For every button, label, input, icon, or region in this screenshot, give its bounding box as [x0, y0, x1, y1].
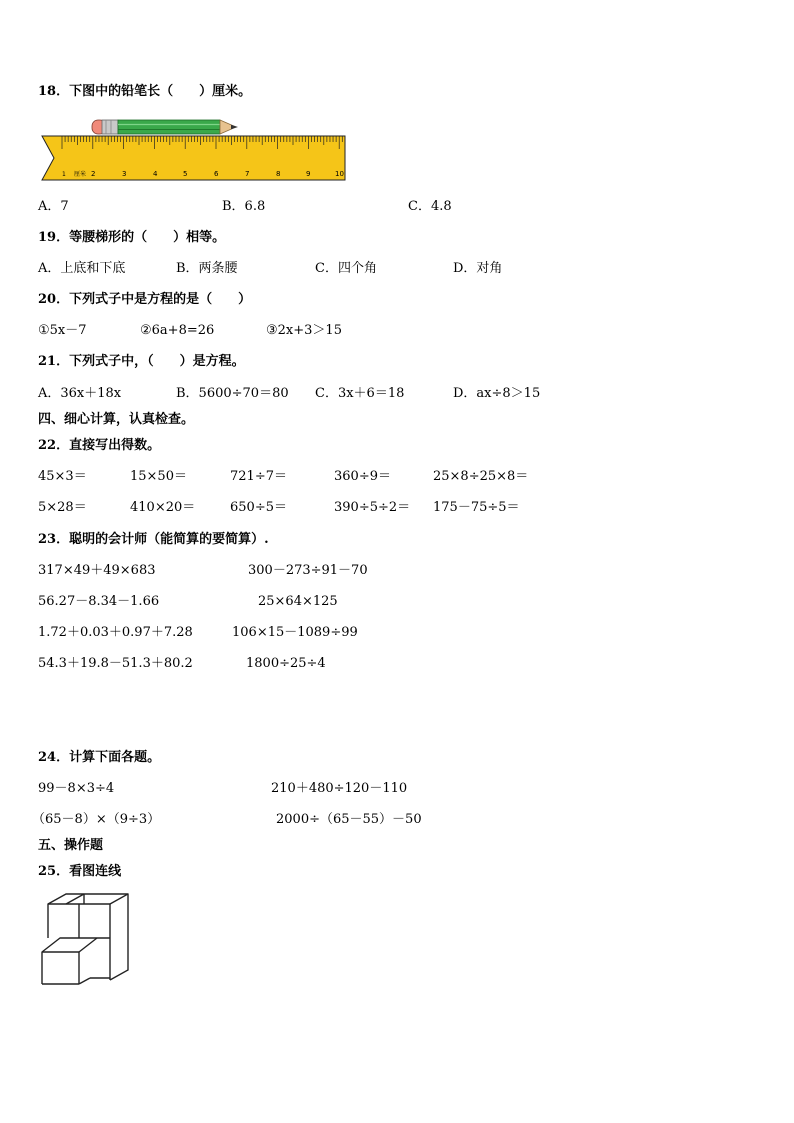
q21-stem: 21．下列式子中，（ ）是方程。 [38, 354, 245, 369]
q22-item: 15×50＝ [130, 469, 187, 484]
q23-item: 25×64×125 [258, 594, 338, 609]
ruler-unit-label: 厘米 [74, 171, 87, 178]
q22-item: 650÷5＝ [230, 500, 287, 515]
q23-item: 56.27－8.34－1.66 [38, 594, 160, 609]
q24-item: （65－8）×（9÷3） [32, 812, 161, 827]
q22-item: 175－75÷5＝ [433, 500, 520, 515]
q22-item: 721÷7＝ [230, 469, 287, 484]
q20-stem: 20．下列式子中是方程的是（ ） [38, 292, 252, 307]
q24-item: 210＋480÷120－110 [271, 781, 408, 796]
cube-stack-figure [38, 890, 133, 990]
q22-item: 5×28＝ [38, 500, 87, 515]
q24-stem: 24．计算下面各题。 [38, 750, 161, 765]
ruler-number: 7 [245, 170, 250, 178]
q21-option-b[interactable]: B．5600÷70＝80 [176, 386, 289, 401]
q18-option-b[interactable]: B．6.8 [222, 199, 266, 214]
q22-item: 360÷9＝ [334, 469, 391, 484]
ruler-body [42, 136, 345, 180]
q22-item: 25×8÷25×8＝ [433, 469, 529, 484]
q25-stem: 25．看图连线 [38, 864, 122, 879]
q23-item: 54.3＋19.8－51.3＋80.2 [38, 656, 193, 671]
ruler-number: 2 [91, 170, 96, 178]
ruler-with-pencil-figure [40, 112, 350, 184]
ruler-number: 9 [306, 170, 311, 178]
ruler-number: 5 [183, 170, 188, 178]
pencil-icon [92, 120, 238, 134]
ruler-number: 3 [122, 170, 127, 178]
q19-option-a[interactable]: A．上底和下底 [38, 261, 126, 276]
ruler-number: 10 [335, 170, 344, 178]
section-4-heading: 四、细心计算，认真检查。 [38, 412, 195, 427]
q23-stem: 23．聪明的会计师（能简算的要简算）. [38, 532, 269, 547]
q23-item: 1.72＋0.03＋0.97＋7.28 [38, 625, 193, 640]
q19-option-b[interactable]: B．两条腰 [176, 261, 238, 276]
q20-option-3[interactable]: ③2x+3＞15 [266, 323, 342, 338]
q21-option-d[interactable]: D．ax÷8＞15 [453, 386, 541, 401]
q23-item: 1800÷25÷4 [246, 656, 326, 671]
ruler-number: 8 [276, 170, 281, 178]
q24-item: 2000÷（65－55）－50 [276, 812, 422, 827]
q22-stem: 22．直接写出得数。 [38, 438, 161, 453]
ruler-number: 4 [153, 170, 158, 178]
q23-item: 300－273÷91－70 [248, 563, 368, 578]
cubes-icon [38, 890, 133, 990]
q19-option-c[interactable]: C．四个角 [315, 261, 377, 276]
q18-option-a[interactable]: A．7 [38, 199, 69, 214]
ruler-svg [40, 112, 350, 184]
ruler-number: 1 [62, 171, 66, 178]
q23-item: 106×15－1089÷99 [232, 625, 358, 640]
q20-option-1[interactable]: ①5x－7 [38, 323, 87, 338]
q22-item: 390÷5÷2＝ [334, 500, 411, 515]
q19-stem: 19．等腰梯形的（ ）相等。 [38, 230, 226, 245]
q22-item: 45×3＝ [38, 469, 87, 484]
q22-item: 410×20＝ [130, 500, 196, 515]
q21-option-c[interactable]: C．3x＋6＝18 [315, 386, 405, 401]
ruler-number: 6 [214, 170, 219, 178]
section-5-heading: 五、操作题 [38, 838, 104, 853]
q24-item: 99－8×3÷4 [38, 781, 115, 796]
q18-option-c[interactable]: C．4.8 [408, 199, 452, 214]
q20-option-2[interactable]: ②6a+8=26 [140, 323, 215, 338]
q23-item: 317×49＋49×683 [38, 563, 156, 578]
q19-option-d[interactable]: D．对角 [453, 261, 503, 276]
q21-option-a[interactable]: A．36x＋18x [38, 386, 122, 401]
q18-stem: 18．下图中的铅笔长（ ）厘米。 [38, 84, 252, 99]
